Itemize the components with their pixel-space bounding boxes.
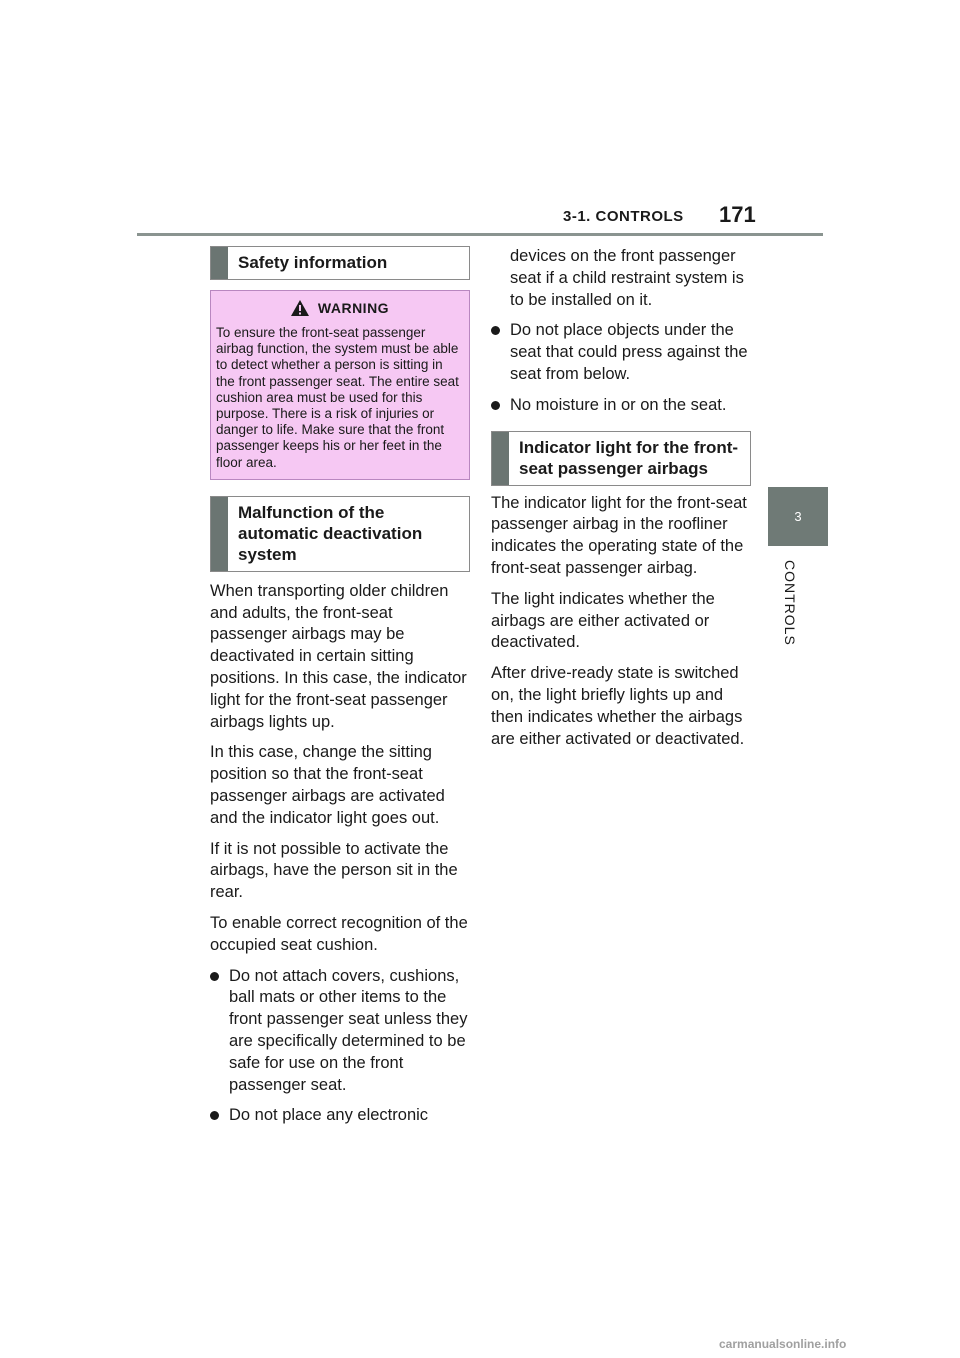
list-item-text: No moisture in or on the seat. [510,395,727,414]
list-item [491,395,751,417]
warning-text: To ensure the front-seat passenger airbag function, the system must be able to detect whether a person is sitting in the front passenger seat. The entire seat cushion area must be used for this purpose. There is a risk of injuries or danger to life. Make sure that the front passenger keeps his or her feet in the floor area. [216,325,459,470]
footer-watermark: carmanualsonline.info [719,1337,847,1351]
warning-triangle-icon [290,299,310,317]
indicator-light-heading [491,431,751,486]
list-item-continuation: devices on the front passenger seat if a child restraint system is to be installed on it. [510,247,744,309]
chapter-tab-number: 3 [794,509,802,524]
list-item [210,1105,470,1127]
list-item [491,320,751,385]
malfunction-heading [210,496,470,572]
paragraph: In this case, change the sitting position so that the front-seat passenger airbags are activated and the indicator light goes out. [210,743,445,827]
list-item-text: Do not attach covers, cushions, ball mats or other items to the front passenger seat unless they are specifically determined to be safe for use on the front passenger seat. [229,966,468,1094]
bullet-icon [210,1105,229,1127]
bullet-icon [491,395,510,417]
chapter-tab [768,487,828,546]
list-item-text: Do not place any electronic [229,1106,429,1125]
warning-title [216,299,463,317]
left-column [210,246,470,1136]
paragraph: After drive-ready state is switched on, the light briefly lights up and then indicates whether the airbags are either activated or deactivated. [491,664,745,748]
indicator-light-body [491,493,751,751]
header-divider [137,233,823,236]
section-title: 3-1. CONTROLS [563,208,684,225]
paragraph: When transporting older children and adults, the front-seat passenger airbags may be deactivated in certain sitting positions. In this case, the indicator light for the front-seat passenger airbags lights up. [210,581,467,731]
paragraph: If it is not possible to activate the airbags, have the person sit in the rear. [210,839,458,902]
malfunction-heading-text: Malfunction of the automatic deactivation system [238,502,423,564]
right-column [491,246,751,759]
bullet-icon [210,966,229,1097]
list-item-text: Do not place objects under the seat that could press against the seat from below. [510,321,748,383]
paragraph: The indicator light for the front-seat passenger airbag in the roofliner indicates the operating state of the front-seat passenger airbag. [491,493,747,577]
paragraph: The light indicates whether the airbags are either activated or deactivated. [491,589,715,652]
paragraph: To enable correct recognition of the occupied seat cushion. [210,913,468,954]
malfunction-body [210,581,470,1127]
page-number: 171 [719,202,756,227]
list-item [210,966,470,1097]
warning-title-text: WARNING [317,300,390,316]
warning-box [210,290,470,480]
bullet-icon [491,320,510,385]
indicator-light-heading-text: Indicator light for the front-seat passenger airbags [519,437,739,478]
safety-information-heading [210,246,470,280]
chapter-tab-label: CONTROLS [782,560,798,646]
safety-information-heading-text: Safety information [238,253,388,272]
